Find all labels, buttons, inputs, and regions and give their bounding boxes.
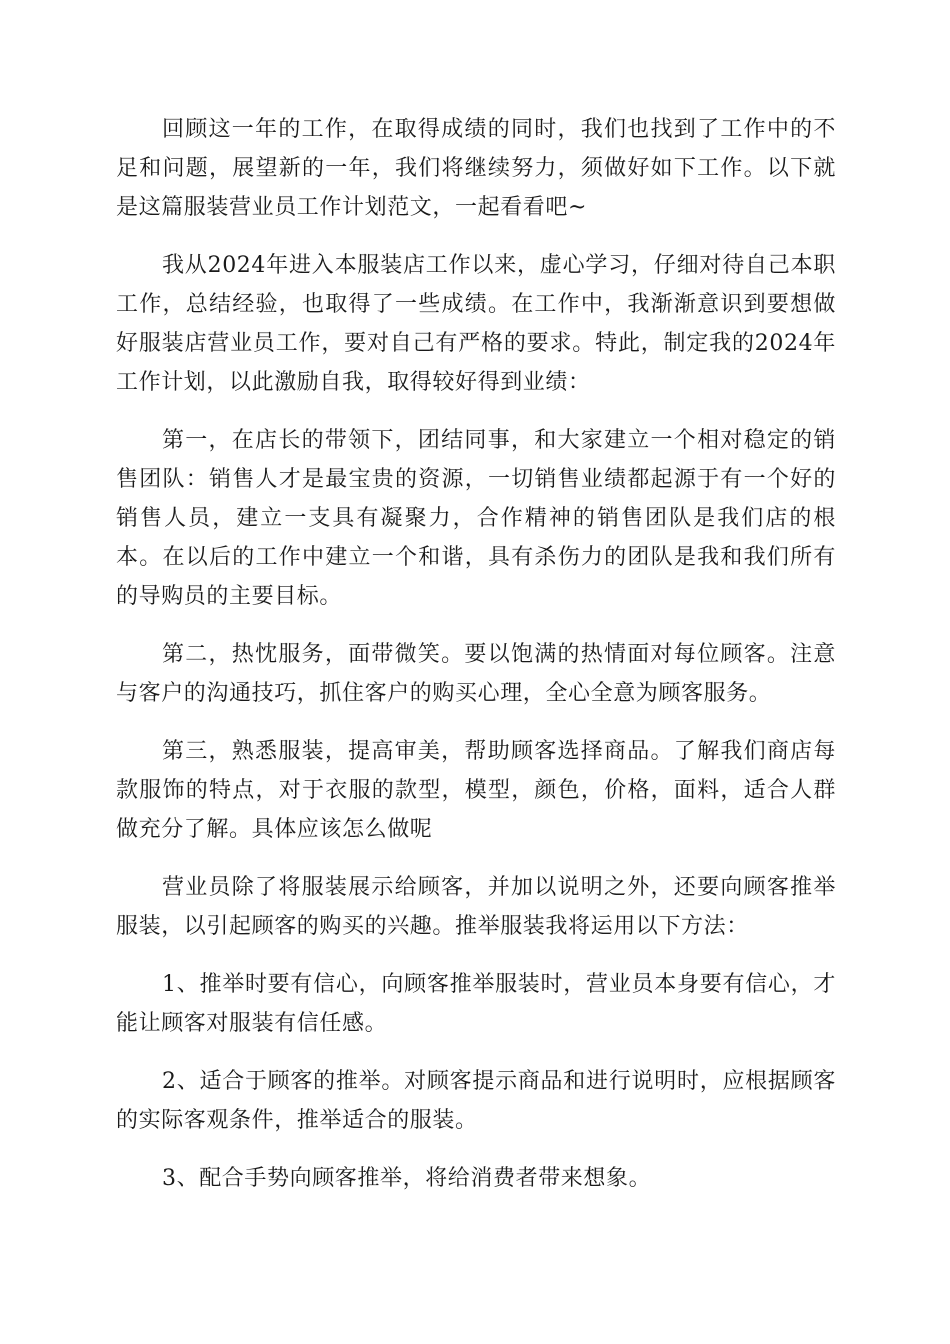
paragraph-background: 我从2024年进入本服装店工作以来，虚心学习，仔细对待自己本职工作，总结经验，也取得了一些成绩。在工作中，我渐渐意识到要想做好服装店营业员工作，要对自己有严格的要求。特此，制定我的2024年工作计划，以此激励自我，取得较好得到业绩： xyxy=(116,253,836,395)
document-body xyxy=(116,110,836,1217)
paragraph-method-3: 3、配合手势向顾客推举，将给消费者带来想象。 xyxy=(162,1166,652,1191)
paragraph-method-2: 2、适合于顾客的推举。对顾客提示商品和进行说明时，应根据顾客的实际客观条件，推举适合的服装。 xyxy=(116,1069,836,1133)
paragraph-recommend-intro: 营业员除了将服装展示给顾客，并加以说明之外，还要向顾客推举服装，以引起顾客的购买的兴趣。推举服装我将运用以下方法： xyxy=(116,875,836,939)
paragraph-intro: 回顾这一年的工作，在取得成绩的同时，我们也找到了工作中的不足和问题，展望新的一年，我们将继续努力，须做好如下工作。以下就是这篇服装营业员工作计划范文，一起看看吧~ xyxy=(116,117,836,220)
paragraph-point-3: 第三，熟悉服装，提高审美，帮助顾客选择商品。了解我们商店每款服饰的特点，对于衣服的款型，模型，颜色，价格，面料，适合人群做充分了解。具体应该怎么做呢 xyxy=(116,739,836,842)
paragraph-point-1: 第一，在店长的带领下，团结同事，和大家建立一个相对稳定的销售团队：销售人才是最宝贵的资源，一切销售业绩都起源于有一个好的销售人员，建立一支具有凝聚力，合作精神的销售团队是我们店的根本。在以后的工作中建立一个和谐，具有杀伤力的团队是我和我们所有的导购员的主要目标。 xyxy=(116,428,836,609)
paragraph-point-2: 第二，热忱服务，面带微笑。要以饱满的热情面对每位顾客。注意与客户的沟通技巧，抓住客户的购买心理，全心全意为顾客服务。 xyxy=(116,642,836,706)
paragraph-method-1: 1、推举时要有信心，向顾客推举服装时，营业员本身要有信心，才能让顾客对服装有信任感。 xyxy=(116,972,836,1036)
